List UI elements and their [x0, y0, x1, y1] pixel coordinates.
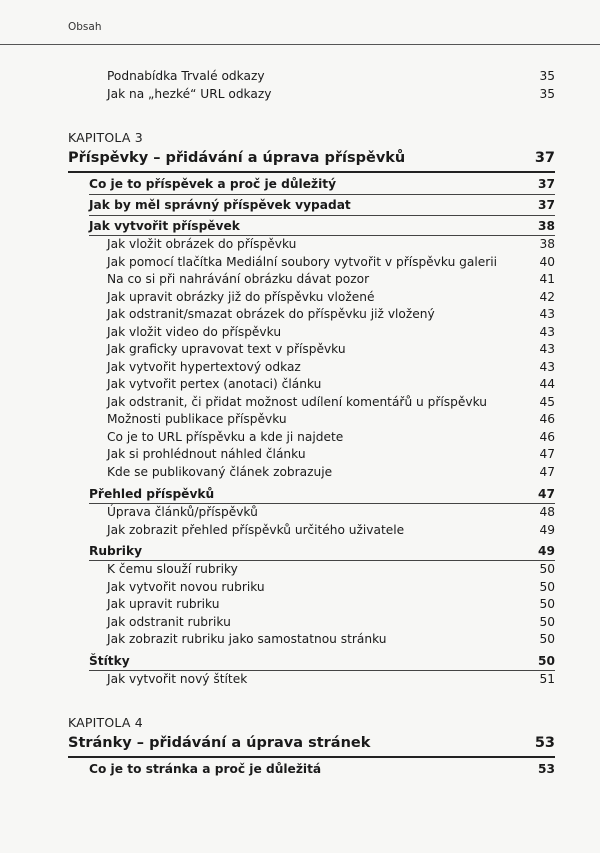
- entry-title: Jak zobrazit přehled příspěvků určitého uživatele: [107, 522, 405, 537]
- toc-entry: [0, 580, 600, 596]
- chapter-page: 37: [534, 150, 555, 166]
- entry-page: 51: [539, 672, 555, 686]
- toc-entry: [0, 597, 600, 613]
- section-rule: [89, 560, 555, 561]
- entry-title: Na co si při nahrávání obrázku dávat pozor: [107, 272, 370, 286]
- entry-page: 43: [539, 359, 555, 374]
- section-title: Co je to příspěvek a proč je důležitý: [89, 177, 337, 191]
- entry-title: Jak odstranit, či přidat možnost udílení komentářů u příspěvku: [107, 394, 487, 409]
- entry-title: Podnabídka Trvalé odkazy: [107, 69, 265, 83]
- entry-page: 35: [539, 87, 555, 101]
- entry-page: 44: [539, 377, 555, 391]
- entry-title: Jak vytvořit nový štítek: [107, 672, 248, 686]
- entry-title: Jak na „hezké“ URL odkazy: [107, 87, 272, 101]
- toc-entry: [0, 430, 600, 446]
- toc-section: [0, 544, 600, 560]
- entry-title: Jak pomocí tlačítka Mediální soubory vytvořit v příspěvku galerii: [107, 254, 498, 269]
- toc-entry: [0, 465, 600, 481]
- toc-section: [0, 762, 600, 778]
- chapter-rule: [68, 171, 555, 173]
- header-rule: [0, 44, 600, 45]
- toc-entry: [0, 237, 600, 253]
- entry-page: 50: [539, 614, 555, 629]
- toc-section: [0, 198, 600, 214]
- section-title: Rubriky: [89, 544, 143, 558]
- chapter-label: KAPITOLA 4: [68, 715, 143, 730]
- entry-title: Jak vytvořit novou rubriku: [107, 579, 265, 594]
- entry-page: 48: [539, 505, 555, 519]
- entry-page: 41: [539, 272, 555, 286]
- entry-page: 40: [539, 254, 555, 269]
- section-title: Přehled příspěvků: [89, 487, 215, 501]
- chapter-label: KAPITOLA 3: [68, 130, 143, 145]
- chapter-title-row: [0, 150, 600, 170]
- entry-page: 43: [539, 324, 555, 339]
- entry-page: 50: [539, 597, 555, 611]
- chapter-title: Příspěvky – přidávání a úprava příspěvků: [68, 150, 406, 166]
- toc-entry: [0, 672, 600, 688]
- entry-title: Jak upravit rubriku: [107, 597, 220, 611]
- toc-entry: [0, 69, 600, 85]
- entry-title: Jak si prohlédnout náhled článku: [107, 447, 306, 461]
- section-title: Co je to stránka a proč je důležitá: [89, 762, 322, 776]
- entry-page: 50: [539, 562, 555, 576]
- toc-entry: [0, 395, 600, 411]
- entry-page: 46: [539, 412, 555, 426]
- entry-page: 43: [539, 307, 555, 321]
- section-rule: [89, 235, 555, 236]
- toc-entry: [0, 562, 600, 578]
- toc-entry: [0, 632, 600, 648]
- entry-title: Jak vložit video do příspěvku: [107, 324, 282, 339]
- entry-page: 43: [539, 342, 555, 356]
- entry-title: Jak vložit obrázek do příspěvku: [107, 237, 297, 251]
- section-rule: [89, 503, 555, 504]
- toc-section: [0, 219, 600, 235]
- toc-entry: [0, 342, 600, 358]
- entry-page: 46: [539, 429, 555, 444]
- toc-entry: [0, 615, 600, 631]
- section-rule: [89, 215, 555, 216]
- section-title: Jak by měl správný příspěvek vypadat: [89, 198, 351, 212]
- toc-entry: [0, 87, 600, 103]
- entry-title: Jak odstranit rubriku: [107, 614, 231, 629]
- chapter-title: Stránky – přidávání a úprava stránek: [68, 735, 371, 751]
- entry-title: Možnosti publikace příspěvku: [107, 412, 287, 426]
- section-rule: [89, 194, 555, 195]
- entry-title: Co je to URL příspěvku a kde ji najdete: [107, 429, 344, 444]
- section-page: 38: [538, 219, 555, 233]
- entry-title: Jak zobrazit rubriku jako samostatnou stránku: [107, 632, 387, 646]
- section-page: 37: [538, 177, 555, 191]
- entry-page: 42: [539, 289, 555, 304]
- chapter-rule: [68, 756, 555, 758]
- entry-title: Jak graficky upravovat text v příspěvku: [107, 342, 346, 356]
- toc-section: [0, 177, 600, 193]
- toc-entry: [0, 255, 600, 271]
- section-page: 53: [538, 762, 555, 776]
- toc-entry: [0, 505, 600, 521]
- entry-page: 47: [539, 464, 555, 479]
- toc-entry: [0, 447, 600, 463]
- entry-title: Jak vytvořit hypertextový odkaz: [107, 359, 301, 374]
- toc-entry: [0, 360, 600, 376]
- toc-entry: [0, 290, 600, 306]
- section-page: 49: [538, 544, 555, 558]
- entry-page: 35: [539, 69, 555, 83]
- entry-page: 50: [539, 579, 555, 594]
- toc-entry: [0, 325, 600, 341]
- toc-entry: [0, 307, 600, 323]
- entry-page: 49: [539, 522, 555, 537]
- toc-entry: [0, 523, 600, 539]
- chapter-page: 53: [534, 735, 555, 751]
- section-page: 50: [538, 654, 555, 668]
- entry-page: 50: [539, 632, 555, 646]
- entry-page: 38: [539, 237, 555, 251]
- entry-title: Úprava článků/příspěvků: [107, 505, 258, 519]
- section-title: Štítky: [89, 654, 130, 668]
- toc-section: [0, 487, 600, 503]
- section-rule: [89, 670, 555, 671]
- toc-entry: [0, 377, 600, 393]
- entry-title: K čemu slouží rubriky: [107, 562, 238, 576]
- running-header: Obsah: [68, 21, 102, 33]
- section-page: 47: [538, 487, 555, 501]
- entry-page: 47: [539, 447, 555, 461]
- entry-title: Jak odstranit/smazat obrázek do příspěvku již vložený: [107, 307, 435, 321]
- toc-section: [0, 654, 600, 670]
- entry-title: Jak vytvořit pertex (anotaci) článku: [107, 377, 322, 391]
- chapter-title-row: [0, 735, 600, 755]
- entry-title: Kde se publikovaný článek zobrazuje: [107, 464, 333, 479]
- entry-title: Jak upravit obrázky již do příspěvku vložené: [107, 289, 375, 304]
- section-page: 37: [538, 198, 555, 212]
- section-title: Jak vytvořit příspěvek: [89, 219, 240, 233]
- toc-entry: [0, 272, 600, 288]
- entry-page: 45: [539, 394, 555, 409]
- toc-entry: [0, 412, 600, 428]
